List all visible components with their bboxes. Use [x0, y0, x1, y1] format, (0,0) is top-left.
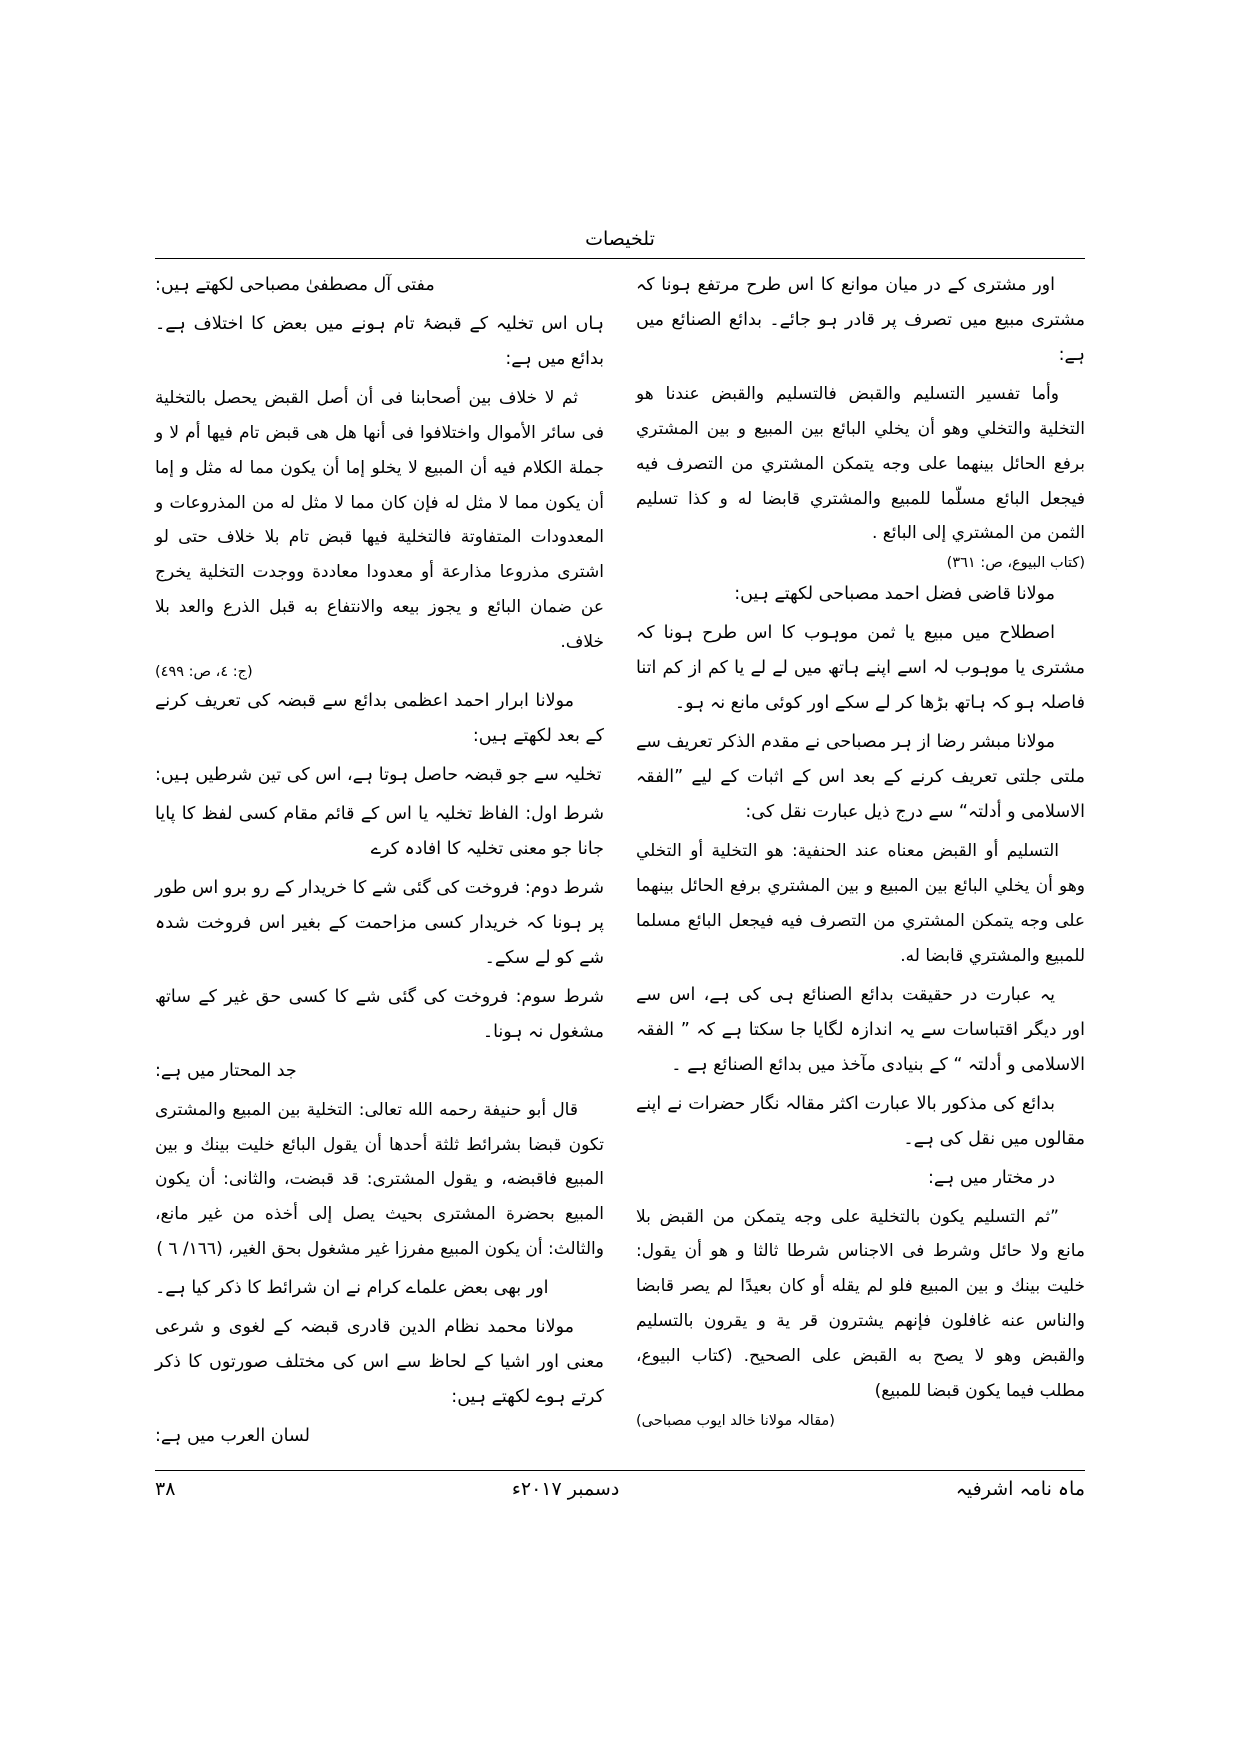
- citation: (كتاب البيوع، ص: ٣٦١): [946, 555, 1085, 572]
- paragraph: مولانا محمد نظام الدین قادری قبضہ کے لغوی و شرعی معنی اور اشیا کے لحاظ سے اس کی مختلف صورتوں کا ذکر کرتے ہوے لکھتے ہیں:: [155, 1316, 604, 1407]
- paragraph: مولانا ابرار احمد اعظمی بدائع سے قبضہ کی تعریف کرنے کے بعد لکھتے ہیں:: [155, 690, 604, 746]
- arabic-quote: قال أبو حنيفة رحمه الله تعالى: التخلية بين المبيع والمشترى تكون قبضا بشرائط ثلثة أحدها أن يقول البائع خليت بينك و بين المبيع فاقبضه، و يقول المشترى: قد قبضت، والثانى: أن يكون المبيع بحضرة المشترى بحيث يصل إلى أخذه من غير مانع، والثالث: أن يكون المبيع مفرزا غير مشغول بحق الغير، (١٦٦/ ٦ ): [155, 1099, 604, 1260]
- paragraph: اصطلاح میں مبیع یا ثمن موہوب کا اس طرح ہونا کہ مشتری یا موہوب لہ اسے اپنے ہاتھ میں لے لے یا کم از کم اتنا فاصلہ ہو کہ ہاتھ بڑھا کر لے سکے اور کوئی مانع نہ ہو۔: [636, 623, 1085, 714]
- condition-item: شرط سوم: فروخت کی گئی شے کا کسی حق غیر کے ساتھ مشغول نہ ہونا۔: [155, 986, 604, 1042]
- arabic-quote: ثم لا خلاف بين أصحابنا فى أن أصل القبض يحصل بالتخلية فى سائر الأموال واختلافوا فى أنها هل هى قبض تام فيها أم لا و جملة الكلام فيه أن المبيع لا يخلو إما أن يكون مما له مثل و إما أن يكون مما لا مثل له فإن كان مما لا مثل له من المذروعات و المعدودات المتفاوتة فالتخلية فيها قبض تام بلا خلاف حتى لو اشترى مذروعا مذارعة أو معدودا معاددة ووجدت التخلية يخرج عن ضمان البائع و يجوز بيعه والانتفاع به قبل الذرع والعد بلا خلاف.: [155, 388, 604, 652]
- sub-heading: تخلیہ سے جو قبضہ حاصل ہوتا ہے، اس کی تین شرطیں ہیں:: [155, 764, 602, 785]
- condition-item: شرط دوم: فروخت کی گئی شے کا خریدار کے رو برو اس طور پر ہونا کہ خریدار کسی مزاحمت کے بغیر اس فروخت شدہ شے کو لے سکے۔: [155, 877, 604, 968]
- column-left: [155, 268, 604, 1464]
- arabic-quote: وأما تفسير التسليم والقبض فالتسليم والقبض عندنا هو التخلية والتخلي وهو أن يخلي البائع بين المبيع و بين المشتري برفع الحائل بينهما على وجه يتمكن المشتري من التصرف فيه فيجعل البائع مسلّما للمبيع والمشتري قابضا له و كذا تسليم الثمن من المشتري إلى البائع .: [636, 384, 1085, 544]
- author-attribution: (مقالہ مولانا خالد ایوب مصباحی): [636, 1412, 835, 1429]
- paragraph: ہاں اس تخلیہ کے قبضۂ تام ہونے میں بعض کا اختلاف ہے۔ بدائع میں ہے:: [155, 314, 604, 369]
- sub-heading: لسان العرب میں ہے:: [155, 1425, 310, 1446]
- paragraph: در مختار میں ہے:: [927, 1167, 1055, 1188]
- column-right: [636, 268, 1085, 1464]
- arabic-quote: التسليم أو القبض معناه عند الحنفية: هو التخلية أو التخلي وهو أن يخلي البائع بين المبيع و بين المشتري برفع الحائل بينهما على وجه يتمكن المشتري من التصرف فيه فيجعل البائع مسلما للمبيع والمشتري قابضا له.: [636, 841, 1085, 966]
- footer-rule: [155, 1470, 1085, 1471]
- two-column-body: [155, 268, 1085, 1464]
- attribution-row: [636, 1413, 1085, 1429]
- page-header-title: تلخيصات: [585, 228, 655, 250]
- citation: (ج: ٤، ص: ٤٩٩): [155, 663, 253, 680]
- page-footer: [155, 1478, 1085, 1500]
- footer-page-number: ٣٨: [155, 1478, 176, 1500]
- footer-publication: ماہ نامہ اشرفیہ: [955, 1478, 1085, 1500]
- paragraph: یہ عبارت در حقیقت بدائع الصنائع ہی کی ہے، اس سے اور دیگر اقتباسات سے یہ اندازہ لگایا جا سکتا ہے کہ ” الفقہ الاسلامی و أدلتہ “ کے بنیادی مآخذ میں بدائع الصنائع ہے ۔: [636, 984, 1085, 1075]
- paragraph: مولانا مبشر رضا از ہر مصباحی نے مقدم الذکر تعریف سے ملتی جلتی تعریف کرنے کے بعد اس کے اثبات کے لیے ”الفقہ الاسلامی و أدلتہ“ سے درج ذیل عبارت نقل کی:: [636, 732, 1085, 823]
- paragraph: اور مشتری کے در میان موانع کا اس طرح مرتفع ہونا کہ مشتری مبیع میں تصرف پر قادر ہو جائے۔ بدائع الصنائع میں ہے:: [636, 275, 1085, 365]
- condition-item: شرط اول: الفاظ تخلیہ یا اس کے قائم مقام کسی لفظ کا پایا جانا جو معنی تخلیہ کا افادہ کرے: [155, 803, 604, 859]
- paragraph: اور بھی بعض علماے کرام نے ان شرائط کا ذکر کیا ہے۔: [155, 1277, 549, 1298]
- sub-heading: جد المحتار میں ہے:: [155, 1060, 297, 1081]
- sub-heading: مفتی آل مصطفیٰ مصباحی لکھتے ہیں:: [155, 275, 435, 295]
- footer-issue-date: دسمبر ٢٠١٧ء: [511, 1478, 620, 1500]
- arabic-quote: ”ثم التسليم يكون بالتخلية على وجه يتمكن من القبض بلا مانع ولا حائل وشرط فى الاجناس شرطا ثالثا و هو أن يقول: خليت بينك و بين المبيع فلو لم يقله أو كان بعيدًا لم يصر قابضا والناس عنه غافلون فإنهم يشترون قر ية و يقرون بالتسليم والقبض وهو لا يصح به القبض على الصحيح. (كتاب البيوع، مطلب فيما يكون قبضا للمبيع): [636, 1206, 1085, 1401]
- paragraph: بدائع کی مذکور بالا عبارت اکثر مقالہ نگار حضرات نے اپنے مقالوں میں نقل کی ہے۔: [636, 1093, 1085, 1149]
- paragraph: مولانا قاضی فضل احمد مصباحی لکھتے ہیں:: [734, 584, 1055, 605]
- header-rule: [155, 258, 1085, 259]
